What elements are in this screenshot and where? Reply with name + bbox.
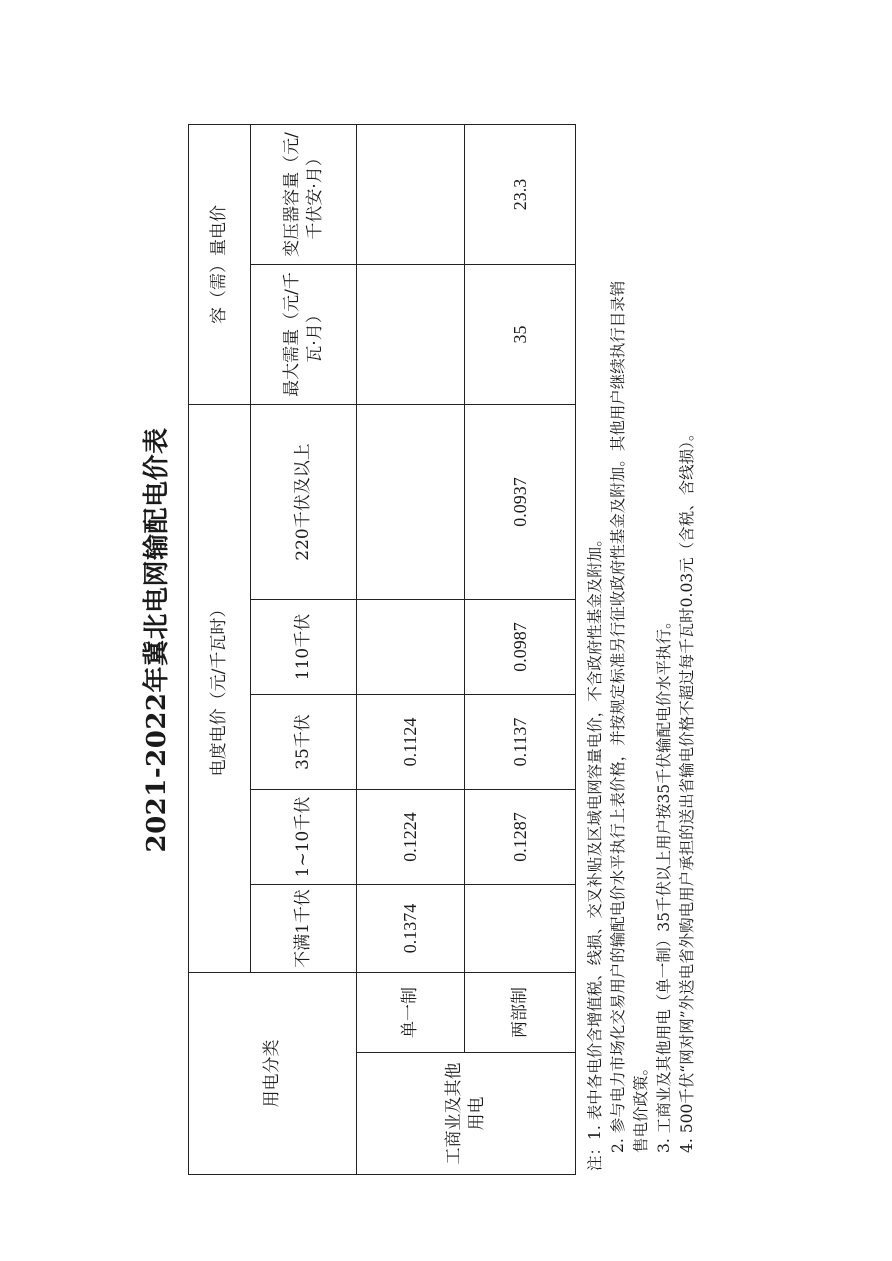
category-header-cell (189, 973, 357, 1175)
price-cell (356, 600, 464, 695)
voltage-level-header: 1~10千伏 (251, 790, 357, 885)
voltage-level-header: 110千伏 (251, 600, 357, 695)
note-line (607, 121, 630, 1171)
note-item: 2. 参与电力市场化交易用户的输配电价水平执行上表价格，并按规定标准另行征收政府性基金及附加。其他用户继续执行目录销 (609, 280, 627, 1153)
price-cell (356, 404, 464, 599)
price-cell: 0.0937 (465, 404, 576, 599)
note-line (630, 121, 653, 1171)
category-header: 用电分类 (261, 1039, 282, 1108)
price-cell (356, 124, 464, 264)
row-label: 单一制 (356, 973, 464, 1053)
capacity-price-header-cell (189, 124, 251, 404)
notes (584, 121, 699, 1171)
note-item: 3. 工商业及其他用电（单一制）35千伏以上用户按35千伏输配电价水平执行。 (655, 613, 673, 1153)
note-item: 售电价政策。 (632, 1059, 650, 1153)
note-item: 4. 500千伏“网对网”外送电省外购电用户承担的送出省输电价格不超过每千瓦时0.03元（含税、含线损）。 (678, 425, 696, 1153)
price-cell: 0.1124 (356, 695, 464, 790)
capacity-column-header: 最大需量（元/千瓦·月） (251, 264, 357, 404)
capacity-price-header: 容（需）量电价 (209, 204, 230, 324)
price-cell: 0.1287 (465, 790, 576, 885)
energy-price-header: 电度电价（元/千瓦时） (209, 600, 230, 777)
price-cell (356, 264, 464, 404)
price-cell (465, 885, 576, 973)
group-label: 工商业及其他用电 (443, 1062, 487, 1165)
note-item: 1. 表中各电价含增值税、线损、交叉补贴及区域电网容量电价，不含政府性基金及附加。 (586, 531, 604, 1140)
price-cell: 23.3 (465, 124, 576, 264)
energy-price-header-cell (189, 404, 251, 972)
note-line (653, 121, 676, 1171)
note-line (584, 121, 607, 1171)
price-cell: 0.0987 (465, 600, 576, 695)
rotated-content (126, 95, 766, 1185)
voltage-level-header: 35千伏 (251, 695, 357, 790)
capacity-column-header: 变压器容量（元/千伏安·月） (251, 124, 357, 264)
price-cell: 0.1374 (356, 885, 464, 973)
row-label: 两部制 (465, 973, 576, 1053)
price-cell: 0.1137 (465, 695, 576, 790)
group-label-cell (356, 1053, 575, 1175)
voltage-level-header: 不满1千伏 (251, 885, 357, 973)
voltage-level-header: 220千伏及以上 (251, 404, 357, 599)
price-cell: 35 (465, 264, 576, 404)
price-table (188, 124, 576, 1175)
notes-prefix: 注： (586, 1139, 604, 1171)
note-line (676, 121, 699, 1171)
price-cell: 0.1224 (356, 790, 464, 885)
page-title: 2021-2022年冀北电网输配电价表 (142, 427, 172, 853)
